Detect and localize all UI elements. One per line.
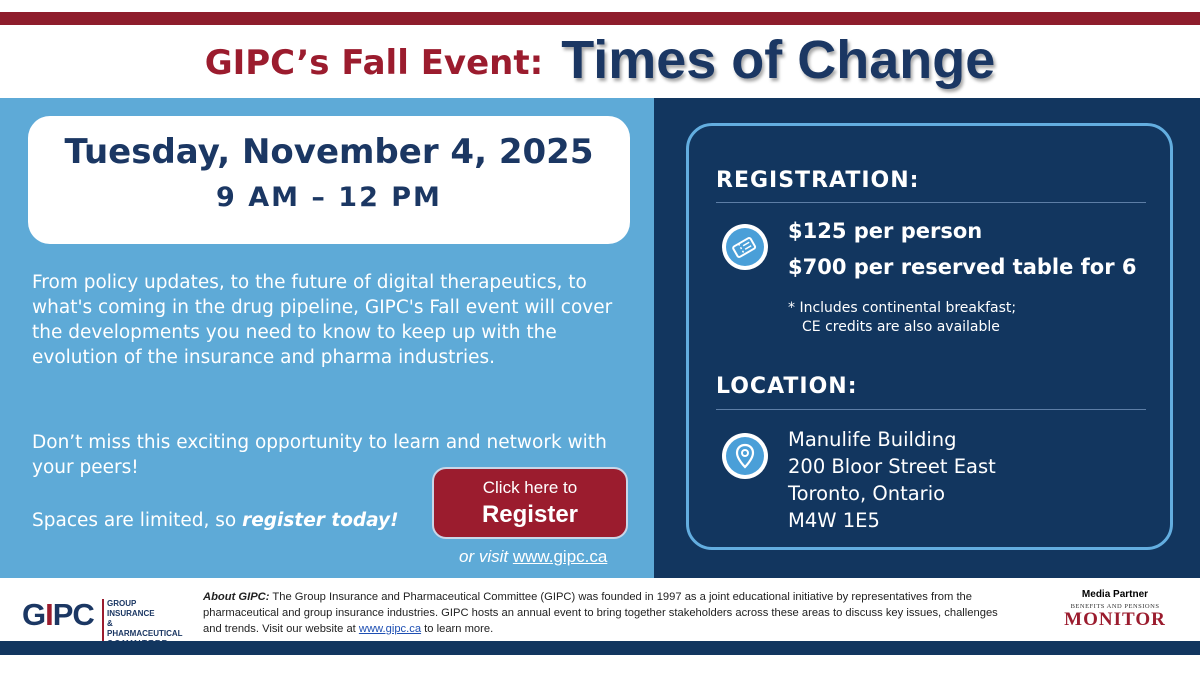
description-paragraph-3 xyxy=(32,508,452,533)
registration-divider xyxy=(716,202,1146,203)
address-line-building: Manulife Building xyxy=(788,428,957,451)
register-button[interactable] xyxy=(432,467,628,539)
registration-heading: REGISTRATION: xyxy=(716,168,920,193)
website-link[interactable]: www.gipc.ca xyxy=(512,547,608,566)
registration-note xyxy=(788,299,1016,337)
address-line-street: 200 Bloor Street East xyxy=(788,455,996,478)
location-divider xyxy=(716,409,1146,410)
about-lead: About GIPC: xyxy=(203,591,270,603)
media-partner-label: Media Partner xyxy=(1081,589,1149,600)
about-body: The Group Insurance and Pharmaceutical Committee (GIPC) was founded in 1997 as a joint educational initiative by representatives from the pharmaceutical and group insurance industries. GIPC hosts an annual event to bring together stakeholders across these areas to discuss key issues, challenges and trends. Visit our website at xyxy=(203,591,998,635)
footer-website-link[interactable]: www.gipc.ca xyxy=(358,623,422,635)
ticket-icon xyxy=(722,224,768,270)
page-title: Times of Change xyxy=(561,30,996,90)
description-paragraph-2: Don’t miss this exciting opportunity to learn and network with your peers! xyxy=(32,432,607,478)
or-visit-label: or visit xyxy=(459,547,509,566)
media-partner-logo: MONITOR xyxy=(1064,609,1166,630)
registration-note-line-2: CE credits are also available xyxy=(802,319,1000,335)
page-header xyxy=(0,25,1200,98)
gipc-logo-subtitle: GROUP INSURANCE & PHARMACEUTICAL xyxy=(102,599,183,649)
price-per-table: $700 per reserved table for 6 xyxy=(788,255,1137,279)
price-per-person: $125 per person xyxy=(788,219,983,243)
media-partner-subtitle: BENEFITS AND PENSIONS xyxy=(1070,603,1160,610)
address-line-city: Toronto, Ontario xyxy=(788,482,946,505)
gipc-logo xyxy=(22,597,183,638)
register-button-label: Register xyxy=(481,501,579,528)
bottom-accent-bar xyxy=(0,641,1200,655)
address-line-postal: M4W 1E5 xyxy=(788,509,880,532)
register-today-text: register today! xyxy=(242,510,399,531)
date-box xyxy=(28,116,630,244)
description-paragraph-1: From policy updates, to the future of digital therapeutics, to what's coming in the drug pipeline, GIPC's Fall event will cover the developments you need to know to keep up with the evolution of the insurance and pharma industries. xyxy=(32,272,613,368)
location-heading: LOCATION: xyxy=(716,374,858,399)
location-address xyxy=(788,426,996,534)
spaces-limited-text: Spaces are limited, so xyxy=(32,510,243,531)
event-prefix: GIPC’s Fall Event: xyxy=(204,43,544,83)
media-partner xyxy=(1046,589,1184,630)
register-button-caption: Click here to xyxy=(482,478,578,497)
or-visit-line xyxy=(459,547,607,567)
top-accent-bar xyxy=(0,12,1200,25)
registration-note-line-1: * Includes continental breakfast; xyxy=(788,300,1017,316)
about-tail: to learn more. xyxy=(421,623,494,635)
event-date: Tuesday, November 4, 2025 xyxy=(64,132,594,172)
event-time: 9 AM – 12 PM xyxy=(216,182,442,213)
gipc-logo-wordmark: GIPC xyxy=(22,597,94,632)
map-pin-icon xyxy=(722,433,768,479)
about-gipc-text xyxy=(203,589,1018,637)
